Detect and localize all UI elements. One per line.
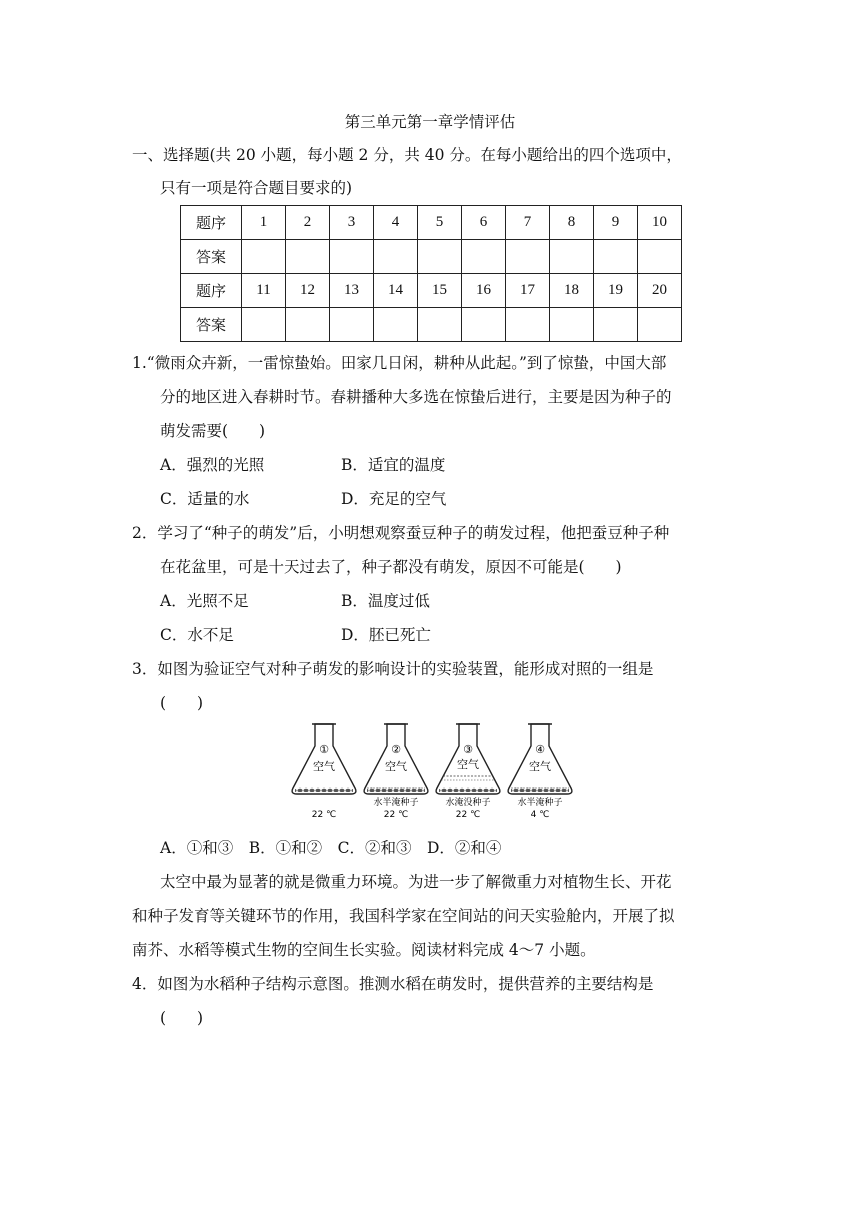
q2-option-d[interactable]: D．胚已死亡 [341,626,431,644]
table-cell-number: 2 [286,206,330,240]
flask-4-caption: 水半淹种子 [517,798,563,808]
answer-cell[interactable] [462,240,506,274]
flask-1-number: ① [319,743,329,756]
answer-cell[interactable] [242,308,286,342]
q1-stem-line3: 萌发需要( ) [160,422,266,440]
q1-option-b[interactable]: B．适宜的温度 [341,456,446,474]
flask-4-label: 空气 [529,760,551,773]
table-cell-number: 11 [242,274,286,308]
table-cell-number: 16 [462,274,506,308]
flask-4-icon [508,724,572,794]
q2-option-c[interactable]: C．水不足 [160,626,234,644]
table-cell-number: 17 [506,274,550,308]
table-row [181,308,682,342]
flask-3-number: ③ [463,743,473,756]
table-row [181,240,682,274]
flask-2-label: 空气 [385,760,407,773]
answer-table [180,205,682,342]
flask-1-temp: 22 ℃ [311,810,337,820]
table-cell-number: 19 [594,274,638,308]
page-title: 第三单元第一章学情评估 [344,113,516,131]
q3-stem-line2: ( ) [160,694,204,712]
table-cell-number: 9 [594,206,638,240]
table-cell-number: 10 [638,206,682,240]
flask-3-label: 空气 [457,758,479,771]
table-cell-label: 答案 [181,308,242,342]
answer-cell[interactable] [638,240,682,274]
answer-cell[interactable] [462,308,506,342]
table-row [181,206,682,240]
flask-experiment-figure [285,718,585,828]
answer-cell[interactable] [638,308,682,342]
flask-2-icon [364,724,428,794]
q1-option-d[interactable]: D．充足的空气 [341,490,447,508]
answer-cell[interactable] [330,308,374,342]
q3-options[interactable]: A．①和③ B．①和② C．②和③ D．②和④ [160,839,502,857]
table-row [181,274,682,308]
answer-cell[interactable] [286,240,330,274]
flask-3-temp: 22 ℃ [455,810,481,820]
answer-cell[interactable] [594,308,638,342]
q1-option-a[interactable]: A．强烈的光照 [160,456,265,474]
flask-4-number: ④ [535,743,545,756]
q1-option-c[interactable]: C．适量的水 [160,490,250,508]
answer-cell[interactable] [374,308,418,342]
q2-option-b[interactable]: B．温度过低 [341,592,430,610]
table-cell-number: 15 [418,274,462,308]
answer-cell[interactable] [330,240,374,274]
table-cell-label: 题序 [181,274,242,308]
table-cell-number: 13 [330,274,374,308]
q2-stem-line1: 2．学习了“种子的萌发”后，小明想观察蚕豆种子的萌发过程，他把蚕豆种子种 [132,524,670,542]
table-cell-number: 14 [374,274,418,308]
flask-1-icon [292,724,356,794]
flask-3-caption: 水淹没种子 [445,798,491,808]
table-cell-number: 12 [286,274,330,308]
table-cell-label: 答案 [181,240,242,274]
table-cell-number: 1 [242,206,286,240]
section-heading-line2: 只有一项是符合题目要求的) [160,179,353,197]
flask-2-temp: 22 ℃ [383,810,409,820]
passage-line2: 和种子发育等关键环节的作用，我国科学家在空间站的问天实验舱内，开展了拟 [132,907,675,925]
q1-stem-line1: 1.“微雨众卉新，一雷惊蛰始。田家几日闲，耕种从此起。”到了惊蛰，中国大部 [132,354,667,372]
table-cell-number: 20 [638,274,682,308]
answer-cell[interactable] [242,240,286,274]
answer-cell[interactable] [418,308,462,342]
answer-cell[interactable] [286,308,330,342]
answer-cell[interactable] [594,240,638,274]
answer-cell[interactable] [374,240,418,274]
flask-2-number: ② [391,743,401,756]
flask-4-temp: 4 ℃ [530,810,550,820]
passage-line1: 太空中最为显著的就是微重力环境。为进一步了解微重力对植物生长、开花 [160,873,672,891]
q1-stem-line2: 分的地区进入春耕时节。春耕播种大多选在惊蛰后进行，主要是因为种子的 [160,388,672,406]
table-cell-number: 4 [374,206,418,240]
table-cell-label: 题序 [181,206,242,240]
section-heading-line1: 一、选择题(共 20 小题，每小题 2 分，共 40 分。在每小题给出的四个选项中， [132,146,682,164]
answer-cell[interactable] [550,308,594,342]
flask-1-label: 空气 [313,760,335,773]
answer-cell[interactable] [418,240,462,274]
table-cell-number: 3 [330,206,374,240]
table-cell-number: 18 [550,274,594,308]
flask-2-caption: 水半淹种子 [373,798,419,808]
q2-option-a[interactable]: A．光照不足 [160,592,249,610]
table-cell-number: 7 [506,206,550,240]
answer-cell[interactable] [506,308,550,342]
q2-stem-line2: 在花盆里，可是十天过去了，种子都没有萌发，原因不可能是( ) [160,558,622,576]
q4-stem-line2: ( ) [160,1009,204,1027]
answer-cell[interactable] [506,240,550,274]
passage-line3: 南芥、水稻等模式生物的空间生长实验。阅读材料完成 4～7 小题。 [132,941,596,959]
answer-cell[interactable] [550,240,594,274]
table-cell-number: 5 [418,206,462,240]
q4-stem-line1: 4．如图为水稻种子结构示意图。推测水稻在萌发时，提供营养的主要结构是 [132,975,654,993]
table-cell-number: 8 [550,206,594,240]
q3-stem-line1: 3．如图为验证空气对种子萌发的影响设计的实验装置，能形成对照的一组是 [132,660,654,678]
table-cell-number: 6 [462,206,506,240]
